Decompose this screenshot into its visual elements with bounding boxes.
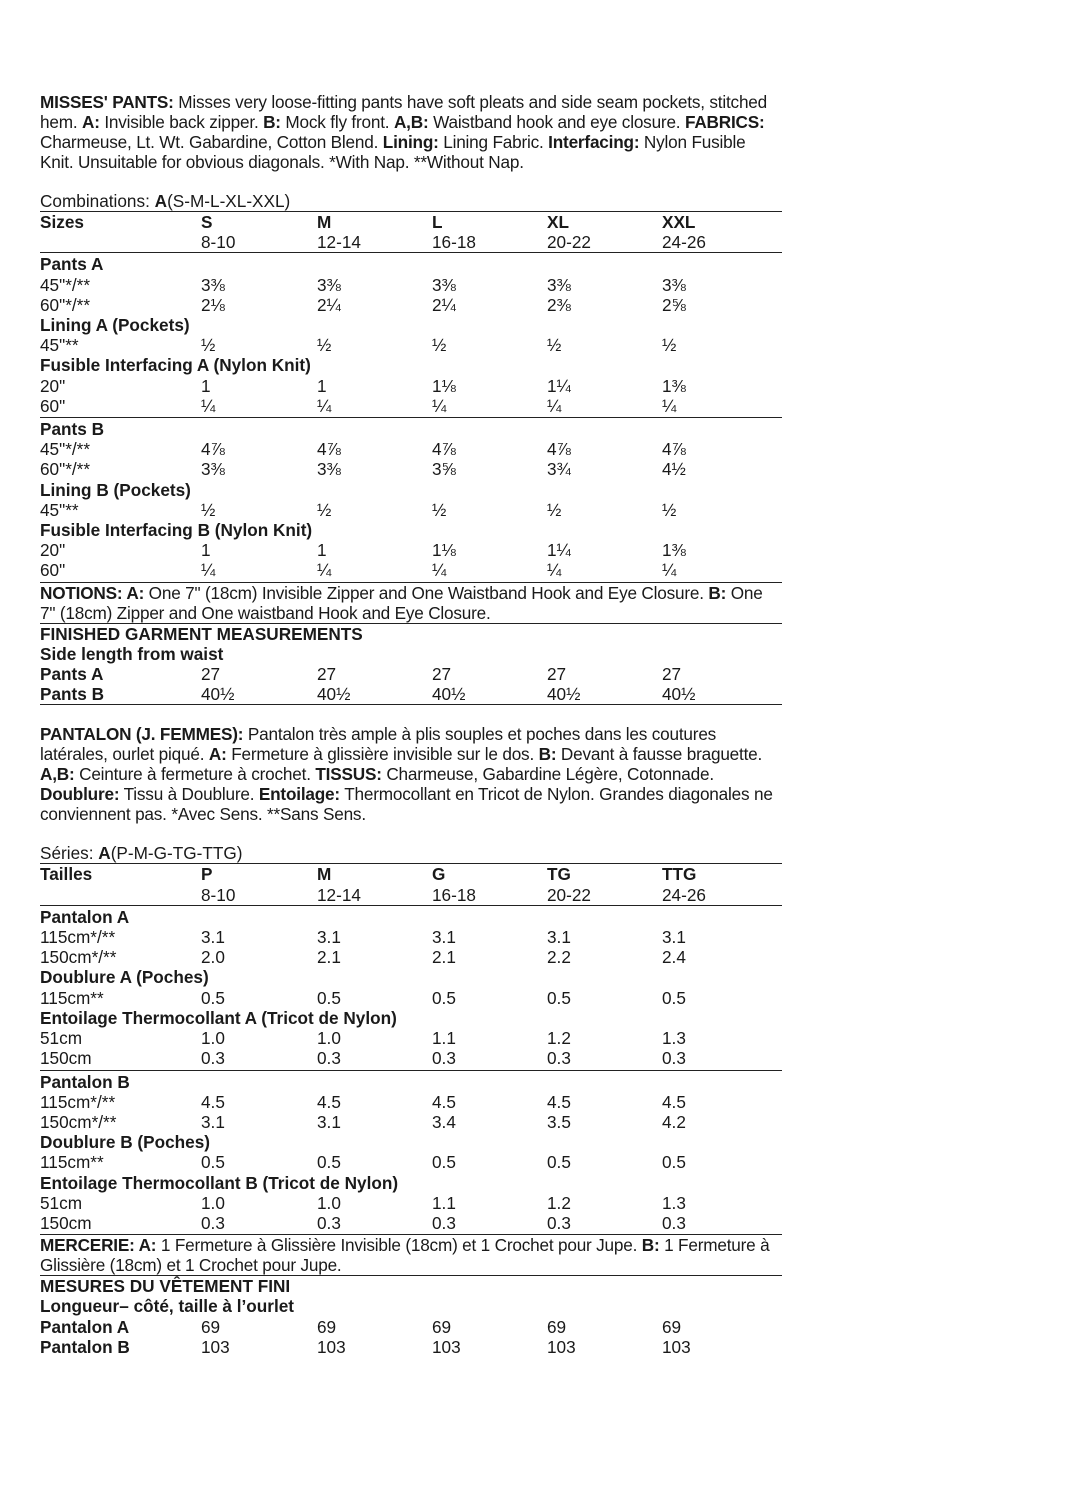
finished-row-cell: 27: [662, 664, 682, 685]
yardage-row-cell: ½: [432, 335, 447, 356]
finished-row-cell: 27: [432, 664, 452, 685]
notions-paragraph: [40, 1235, 782, 1275]
yardage-row: [40, 459, 782, 479]
yardage-row-cell: 0.3: [317, 1212, 341, 1233]
yardage-row-cell: 2.4: [662, 947, 686, 968]
yardage-row-cell: 4⅞: [662, 439, 686, 460]
yardage-row: [40, 988, 782, 1008]
yardage-row-cell: 4.2: [662, 1111, 686, 1132]
yardage-row-cell: ½: [201, 335, 216, 356]
sizes-header-row-cell: XL: [547, 212, 569, 232]
yardage-row-cell: 4⅞: [547, 439, 571, 460]
yardage-row-cell: 1: [201, 375, 211, 396]
finished-measurements-subtitle: Longueur– côté, taille à l’ourlet: [40, 1296, 295, 1317]
yardage-group: [40, 253, 782, 417]
yardage-row-cell: 2.1: [432, 947, 456, 968]
yardage-row-cell: 2⅛: [201, 294, 225, 315]
yardage-row-cell: 4.5: [662, 1091, 686, 1112]
yardage-row-cell: ½: [547, 499, 562, 520]
yardage-group: [40, 418, 782, 582]
yardage-row-cell: ½: [432, 499, 447, 520]
yardage-row-cell: ¼: [432, 560, 447, 581]
yardage-row: [40, 1152, 782, 1172]
yardage-row: [40, 1112, 782, 1132]
finished-row-cell: 27: [201, 664, 221, 685]
finished-measurements-title: MESURES DU VÊTEMENT FINI: [40, 1276, 291, 1297]
finished-row-cell: 69: [317, 1316, 337, 1337]
finished-row-cell: 69: [432, 1316, 452, 1337]
yardage-row-cell: 1: [201, 540, 211, 561]
yardage-row-cell: 0.3: [201, 1212, 225, 1233]
yardage-row: [40, 376, 782, 396]
finished-measurements-subtitle: Side length from waist: [40, 643, 224, 664]
yardage-row: [40, 947, 782, 967]
description-paragraph-text: Thermocollant en Tricot de Nylon. Grandes diagonales ne conviennent pas. *Avec Sens. **Sans Sens.: [40, 784, 773, 825]
yardage-row: [40, 500, 782, 520]
sizes-subheader-row-cell: 12-14: [317, 232, 361, 253]
yardage-row-cell: 1.3: [662, 1028, 686, 1049]
sizes-header-row-cell: XXL: [662, 212, 696, 232]
yardage-row-cell: 1: [317, 375, 327, 396]
yardage-row-cell: 2⅜: [547, 294, 571, 315]
description-paragraph-text: Nylon Fusible Knit. Unsuitable for obvious diagonals. *With Nap. **Without Nap.: [40, 132, 746, 172]
yardage-row-cell: ½: [317, 335, 332, 356]
yardage-row: [40, 927, 782, 947]
yardage-row-cell: 4⅞: [317, 439, 341, 460]
description-paragraph-text: Ceinture à fermeture à crochet.: [74, 764, 316, 785]
yardage-row-cell: 1¼: [547, 540, 571, 561]
yardage-row-cell: ¼: [317, 560, 332, 581]
yardage-row-cell: 4½: [662, 459, 686, 480]
yardage-row: [40, 335, 782, 355]
description-paragraph-label: FABRICS:: [684, 112, 765, 132]
finished-row-cell: 69: [662, 1316, 682, 1337]
yardage-row-cell: 1.3: [662, 1192, 686, 1213]
yardage-row-cell: ¼: [432, 395, 447, 416]
sizes-header-row: [40, 212, 782, 232]
yardage-row-cell: 3¾: [547, 459, 571, 480]
section-title: Pants A: [40, 254, 104, 275]
description-paragraph: [40, 724, 782, 824]
description-paragraph-text: Misses very loose-fitting pants have soft pleats and side seam pockets, stitched hem.: [40, 92, 768, 132]
yardage-row-cell: 2.2: [547, 947, 571, 968]
yardage-row-cell: 51cm: [40, 1192, 83, 1213]
description-paragraph-label: A,B:: [40, 764, 75, 785]
sizes-header-row-cell: M: [317, 212, 332, 232]
yardage-row-cell: 51cm: [40, 1028, 83, 1049]
combinations-view: A: [98, 843, 111, 864]
finished-row: [40, 684, 782, 704]
english-section: [40, 92, 782, 705]
yardage-row-cell: 2¼: [317, 294, 341, 315]
yardage-row-cell: 1⅛: [432, 540, 456, 561]
yardage-row-cell: 0.5: [547, 1152, 571, 1173]
finished-measurements-title: FINISHED GARMENT MEASUREMENTS: [40, 623, 363, 644]
finished-row: [40, 1337, 782, 1357]
yardage-row-cell: 0.5: [317, 1152, 341, 1173]
yardage-row: [40, 560, 782, 580]
yardage-row: [40, 1193, 782, 1213]
yardage-row-cell: 1⅜: [662, 540, 686, 561]
yardage-row-cell: 2¼: [432, 294, 456, 315]
yardage-row-cell: 150cm*/**: [40, 1111, 117, 1132]
yardage-row-cell: 45"*/**: [40, 439, 91, 460]
yardage-row-cell: 115cm**: [40, 1152, 104, 1173]
yardage-row: [40, 1213, 782, 1233]
section-title: Pantalon A: [40, 906, 130, 927]
yardage-row-cell: 0.5: [432, 987, 456, 1008]
yardage-row-cell: 3.1: [317, 927, 341, 948]
yardage-row-cell: ¼: [201, 560, 216, 581]
yardage-row: [40, 275, 782, 295]
section-title: Doublure B (Poches): [40, 1132, 210, 1153]
sizes-subheader-row-cell: 16-18: [432, 232, 476, 253]
yardage-row-cell: 0.3: [201, 1048, 225, 1069]
finished-row-cell: 103: [432, 1336, 461, 1357]
yardage-row-cell: 60"*/**: [40, 459, 91, 480]
yardage-row-cell: 0.5: [662, 987, 686, 1008]
finished-row-cell: 40½: [432, 684, 466, 705]
finished-row-cell: Pantalon A: [40, 1316, 130, 1337]
yardage-row-cell: 20": [40, 540, 66, 561]
finished-row-cell: 69: [201, 1316, 221, 1337]
sizes-header-row: [40, 864, 782, 884]
yardage-group: [40, 1071, 782, 1235]
yardage-row-cell: 150cm: [40, 1048, 92, 1069]
yardage-row-cell: 3.4: [432, 1111, 456, 1132]
notions-paragraph-label: B:: [708, 582, 727, 603]
yardage-row-cell: 3⅝: [432, 459, 456, 480]
yardage-row-cell: 4.5: [432, 1091, 456, 1112]
combinations-sizes: (S-M-L-XL-XXL): [167, 191, 291, 211]
description-paragraph-text: Charmeuse, Lt. Wt. Gabardine, Cotton Blend.: [40, 132, 383, 152]
yardage-row-cell: 4.5: [201, 1091, 225, 1112]
sizes-subheader-row-cell: 20-22: [547, 884, 591, 905]
yardage-row-cell: 3⅜: [547, 274, 571, 295]
description-paragraph-label: MISSES' PANTS:: [40, 92, 174, 112]
sizes-header-row-cell: Sizes: [40, 212, 84, 232]
yardage-row-cell: 2⅝: [662, 294, 686, 315]
yardage-row-cell: 3.1: [317, 1111, 341, 1132]
yardage-row-cell: 0.5: [201, 987, 225, 1008]
yardage-row-cell: 150cm*/**: [40, 947, 117, 968]
yardage-row: [40, 295, 782, 315]
yardage-row-cell: 1.1: [432, 1028, 456, 1049]
sizes-header-row-cell: P: [201, 864, 213, 885]
yardage-row: [40, 1092, 782, 1112]
description-paragraph-label: A:: [208, 744, 227, 765]
yardage-row-cell: ¼: [662, 560, 677, 581]
sizes-header-row-cell: G: [432, 864, 446, 885]
yardage-row-cell: 20": [40, 375, 66, 396]
yardage-row-cell: 3⅜: [317, 459, 341, 480]
finished-row-cell: 103: [201, 1336, 230, 1357]
description-paragraph-label: B:: [263, 112, 281, 132]
notions-paragraph: [40, 583, 782, 623]
finished-row-cell: 103: [317, 1336, 346, 1357]
section-title: Fusible Interfacing B (Nylon Knit): [40, 520, 313, 541]
yardage-row-cell: 60": [40, 395, 66, 416]
yardage-row: [40, 396, 782, 416]
description-paragraph-text: Devant à fausse braguette.: [556, 744, 763, 765]
yardage-row-cell: 0.3: [662, 1048, 686, 1069]
sizes-header-row-cell: TG: [547, 864, 571, 885]
yardage-row-cell: 150cm: [40, 1212, 92, 1233]
yardage-row-cell: 1.2: [547, 1192, 571, 1213]
description-paragraph-label: Interfacing:: [548, 132, 640, 152]
finished-row-cell: 40½: [201, 684, 235, 705]
sizes-header-row-cell: S: [201, 212, 213, 232]
sizes-subheader-row-cell: [40, 232, 201, 252]
yardage-row-cell: ¼: [201, 395, 216, 416]
yardage-row-cell: ½: [201, 499, 216, 520]
yardage-row-cell: 45"**: [40, 335, 79, 356]
yardage-row-cell: 4⅞: [432, 439, 456, 460]
description-paragraph-label: TISSUS:: [315, 764, 382, 785]
sizes-subheader-row-cell: 24-26: [662, 884, 706, 905]
description-paragraph-text: Tissu à Doublure.: [119, 784, 259, 805]
yardage-row-cell: 1.2: [547, 1028, 571, 1049]
sizes-header-row-cell: Tailles: [40, 864, 93, 885]
yardage-row-cell: ½: [662, 335, 677, 356]
yardage-row-cell: 1.1: [432, 1192, 456, 1213]
description-paragraph-text: Invisible back zipper.: [99, 112, 264, 132]
sizes-subheader-row-cell: 8-10: [201, 884, 236, 905]
yardage-group: [40, 906, 782, 1070]
notions-paragraph-text: One 7" (18cm) Zipper and One waistband Hook and Eye Closure.: [40, 582, 763, 623]
yardage-row-cell: 3.1: [662, 927, 686, 948]
yardage-row-cell: 45"*/**: [40, 274, 91, 295]
yardage-row-cell: 3⅜: [201, 274, 225, 295]
yardage-row-cell: ½: [547, 335, 562, 356]
notions-paragraph-label: NOTIONS: A:: [40, 582, 145, 603]
notions-paragraph-text: One 7" (18cm) Invisible Zipper and One Waistband Hook and Eye Closure.: [144, 582, 709, 603]
description-paragraph-label: PANTALON (J. FEMMES):: [40, 724, 244, 745]
finished-row-cell: Pants A: [40, 664, 104, 685]
yardage-row-cell: 0.5: [432, 1152, 456, 1173]
yardage-row-cell: 3.1: [201, 927, 225, 948]
section-title: Doublure A (Poches): [40, 967, 209, 988]
sizes-header-row-cell: L: [432, 212, 443, 232]
combinations-sizes: (P-M-G-TG-TTG): [110, 843, 243, 864]
yardage-row-cell: 2.1: [317, 947, 341, 968]
yardage-row-cell: ¼: [547, 560, 562, 581]
description-paragraph-label: Lining:: [382, 132, 439, 152]
yardage-row-cell: 1: [317, 540, 327, 561]
yardage-row-cell: 115cm**: [40, 987, 104, 1008]
yardage-row-cell: 4.5: [317, 1091, 341, 1112]
combinations-view: A: [154, 191, 168, 211]
section-title: Lining A (Pockets): [40, 315, 190, 336]
yardage-row-cell: 115cm*/**: [40, 927, 116, 948]
yardage-row-cell: 115cm*/**: [40, 1091, 116, 1112]
description-paragraph-label: A,B:: [393, 112, 429, 132]
yardage-row-cell: 1.0: [201, 1028, 225, 1049]
finished-row-cell: 40½: [317, 684, 351, 705]
yardage-row-cell: 1¼: [547, 375, 571, 396]
description-paragraph: [40, 92, 782, 172]
finished-row-cell: Pants B: [40, 684, 104, 705]
section-title: Pants B: [40, 419, 104, 440]
description-paragraph-label: A:: [82, 112, 100, 132]
yardage-row-cell: 3⅜: [317, 274, 341, 295]
description-paragraph-text: Mock fly front.: [280, 112, 394, 132]
yardage-row-cell: 1.0: [201, 1192, 225, 1213]
description-paragraph-text: Pantalon très ample à plis souples et poches dans les coutures latérales, ourlet piqué.: [40, 724, 717, 765]
yardage-row-cell: 0.5: [317, 987, 341, 1008]
yardage-row-cell: 0.5: [201, 1152, 225, 1173]
yardage-row: [40, 1048, 782, 1068]
yardage-row-cell: 0.3: [432, 1048, 456, 1069]
yardage-row-cell: 3.1: [547, 927, 571, 948]
description-paragraph-text: Charmeuse, Gabardine Légère, Cotonnade.: [381, 764, 714, 785]
section-title: Entoilage Thermocollant A (Tricot de Nylon): [40, 1007, 397, 1028]
description-paragraph-label: Doublure:: [40, 784, 120, 805]
yardage-row-cell: 0.3: [432, 1212, 456, 1233]
yardage-row-cell: 1⅛: [432, 375, 456, 396]
section-title: Fusible Interfacing A (Nylon Knit): [40, 355, 311, 376]
yardage-row-cell: 0.5: [547, 987, 571, 1008]
section-title: Lining B (Pockets): [40, 479, 191, 500]
yardage-row-cell: 1.0: [317, 1028, 341, 1049]
combinations-label: Combinations:: [40, 191, 155, 211]
yardage-row: [40, 540, 782, 560]
sizes-subheader-row-cell: 24-26: [662, 232, 706, 253]
yardage-row-cell: 2.0: [201, 947, 225, 968]
yardage-row-cell: 0.3: [662, 1212, 686, 1233]
section-title: Pantalon B: [40, 1071, 130, 1092]
yardage-row: [40, 439, 782, 459]
yardage-row-cell: 0.3: [547, 1048, 571, 1069]
description-paragraph-text: Lining Fabric.: [438, 132, 549, 152]
finished-row: [40, 664, 782, 684]
sizes-subheader-row-cell: [40, 885, 201, 905]
yardage-row-cell: 3⅜: [432, 274, 456, 295]
section-title: Entoilage Thermocollant B (Tricot de Nylon): [40, 1172, 399, 1193]
combinations-label: Séries:: [40, 843, 99, 864]
finished-row-cell: 40½: [547, 684, 581, 705]
notions-paragraph-text: 1 Fermeture à Glissière Invisible (18cm) et 1 Crochet pour Jupe.: [156, 1235, 642, 1256]
yardage-row: [40, 1028, 782, 1048]
finished-row-cell: 40½: [662, 684, 696, 705]
yardage-row-cell: ¼: [317, 395, 332, 416]
yardage-row-cell: 4.5: [547, 1091, 571, 1112]
yardage-row-cell: ¼: [547, 395, 562, 416]
finished-row-cell: 103: [662, 1336, 691, 1357]
finished-row-cell: 27: [317, 664, 337, 685]
notions-paragraph-label: MERCERIE: A:: [40, 1235, 157, 1256]
sizes-subheader-row: [40, 885, 782, 905]
description-paragraph-label: Entoilage:: [258, 784, 340, 805]
yardage-row-cell: 60"*/**: [40, 294, 91, 315]
sizes-subheader-row-cell: 12-14: [317, 884, 361, 905]
yardage-row-cell: 60": [40, 560, 66, 581]
combinations-line: [40, 843, 782, 863]
notions-paragraph-text: 1 Fermeture à Glissière (18cm) et 1 Crochet pour Jupe.: [40, 1235, 770, 1276]
description-paragraph-label: B:: [538, 744, 557, 765]
finished-row: [40, 1317, 782, 1337]
french-section: [40, 724, 782, 1356]
sizes-header-row-cell: TTG: [662, 864, 697, 885]
sizes-header-row-cell: M: [317, 864, 332, 885]
description-paragraph-text: Waistband hook and eye closure.: [428, 112, 685, 132]
yardage-row-cell: ½: [317, 499, 332, 520]
description-paragraph-text: Fermeture à glissière invisible sur le dos.: [226, 744, 539, 765]
finished-row-cell: 27: [547, 664, 567, 685]
sizes-subheader-row-cell: 20-22: [547, 232, 591, 253]
yardage-row-cell: 3⅜: [662, 274, 686, 295]
pattern-envelope-back: [40, 92, 782, 1357]
yardage-row-cell: 4⅞: [201, 439, 225, 460]
sizes-subheader-row-cell: 16-18: [432, 884, 476, 905]
combinations-line: [40, 191, 782, 211]
finished-row-cell: Pantalon B: [40, 1336, 130, 1357]
yardage-row-cell: 1⅜: [662, 375, 686, 396]
notions-paragraph-label: B:: [641, 1235, 660, 1256]
finished-row-cell: 69: [547, 1316, 567, 1337]
yardage-row-cell: 3⅜: [201, 459, 225, 480]
yardage-row-cell: 1.0: [317, 1192, 341, 1213]
sizes-subheader-row: [40, 232, 782, 252]
yardage-row-cell: ½: [662, 499, 677, 520]
finished-row-cell: 103: [547, 1336, 576, 1357]
sizes-subheader-row-cell: 8-10: [201, 232, 236, 253]
yardage-row-cell: 0.3: [317, 1048, 341, 1069]
yardage-row-cell: 3.5: [547, 1111, 571, 1132]
yardage-row-cell: 0.5: [662, 1152, 686, 1173]
yardage-row-cell: 3.1: [432, 927, 456, 948]
yardage-row-cell: 0.3: [547, 1212, 571, 1233]
yardage-row-cell: 3.1: [201, 1111, 225, 1132]
yardage-row-cell: 45"**: [40, 499, 79, 520]
yardage-row-cell: ¼: [662, 395, 677, 416]
